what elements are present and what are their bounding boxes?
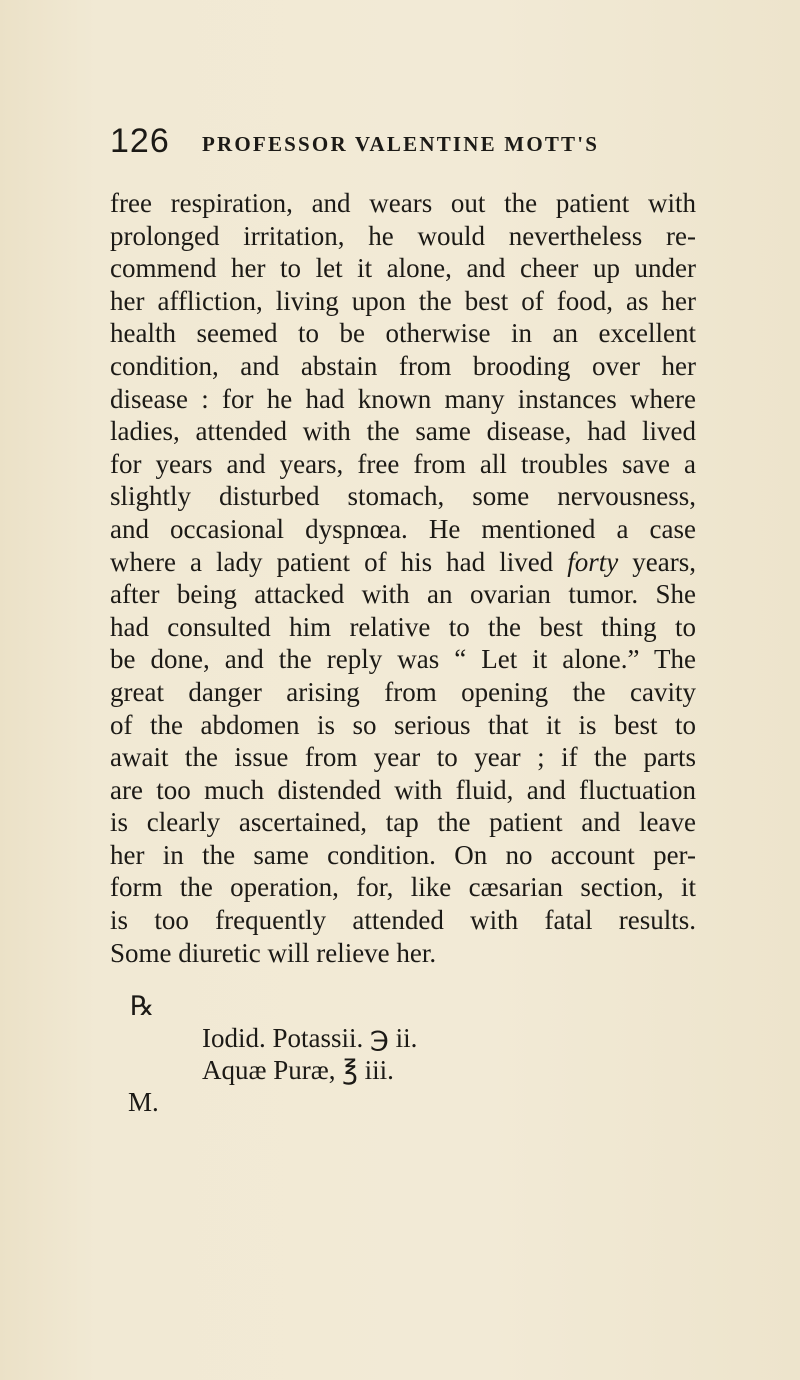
- text-line: slightly disturbed stomach, some nervousness,: [110, 481, 696, 512]
- text-line: disease : for he had known many instances where: [110, 383, 696, 414]
- text-line: health seemed to be otherwise in an excellent: [110, 318, 696, 349]
- text-line: be done, and the reply was “ Let it alone.” The: [110, 644, 696, 675]
- text-line: condition, and abstain from brooding over her: [110, 350, 696, 381]
- text-line: await the issue from year to year ; if the parts: [110, 742, 696, 773]
- page-number: 126: [110, 122, 170, 160]
- text-line: of the abdomen is so serious that it is best to: [110, 709, 696, 740]
- text-line: Some diuretic will relieve her.: [110, 937, 437, 968]
- text-line-with-italic: [110, 546, 696, 579]
- text-line: after being attacked with an ovarian tumor. She: [110, 579, 696, 610]
- text-line: free respiration, and wears out the patient with: [110, 188, 696, 218]
- text-line: form the operation, for, like cæsarian section, it: [110, 872, 696, 903]
- text-line: for years and years, free from all troubles save a: [110, 448, 696, 479]
- text-line: ladies, attended with the same disease, had lived: [110, 416, 696, 447]
- italic-emphasis: forty: [567, 546, 619, 577]
- text-segment: where a lady patient of his had lived: [110, 546, 554, 577]
- text-line: her in the same condition. On no account per-: [110, 839, 696, 870]
- text-line: is clearly ascertained, tap the patient and leave: [110, 807, 696, 838]
- mix-sign: M.: [128, 1087, 159, 1117]
- prescription-ingredient: Aquæ Puræ, ℥ iii.: [202, 1055, 394, 1085]
- text-line: and occasional dyspnœa. He mentioned a case: [110, 513, 696, 544]
- page-header: [110, 122, 710, 168]
- body-paragraph: [110, 187, 696, 969]
- prescription-ingredient: Iodid. Potassii. ℈ ii.: [202, 1023, 418, 1053]
- text-line: had consulted him relative to the best thing to: [110, 611, 696, 642]
- text-line: commend her to let it alone, and cheer up under: [110, 253, 696, 284]
- running-head: PROFESSOR VALENTINE MOTT'S: [202, 132, 600, 156]
- rx-symbol: ℞: [130, 991, 155, 1021]
- text-line: is too frequently attended with fatal results.: [110, 905, 696, 936]
- text-segment: years,: [618, 546, 696, 577]
- text-line: her affliction, living upon the best of food, as her: [110, 285, 696, 316]
- text-line: great danger arising from opening the cavity: [110, 676, 696, 707]
- text-line: prolonged irritation, he would nevertheless re-: [110, 220, 696, 251]
- text-line: are too much distended with fluid, and fluctuation: [110, 774, 696, 805]
